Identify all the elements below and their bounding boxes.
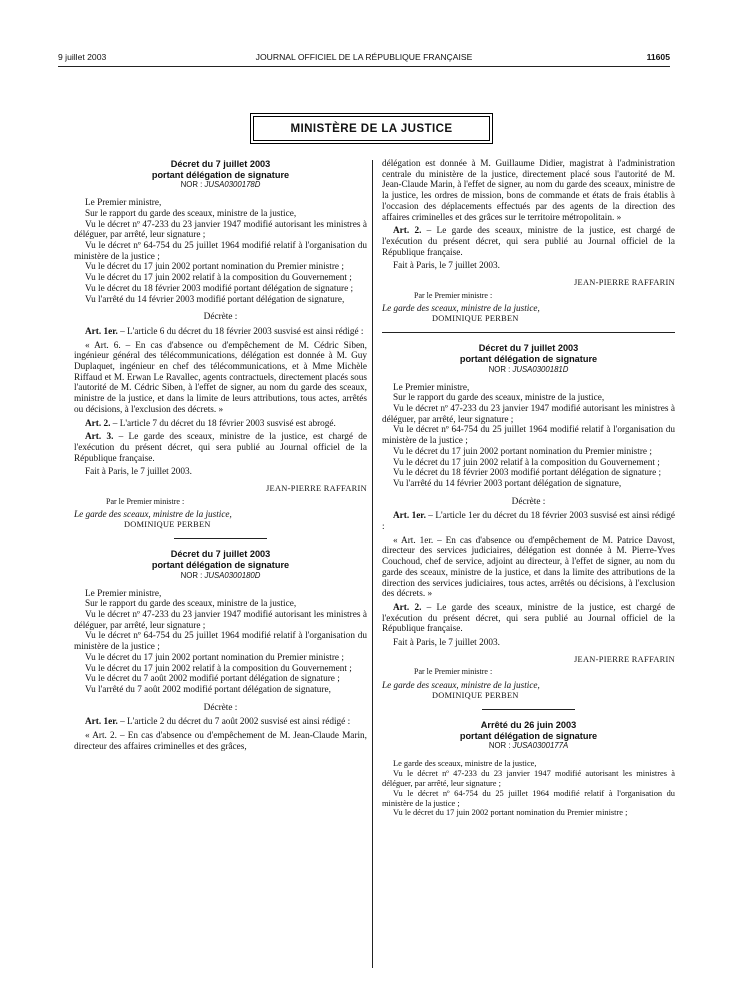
- decree-subtitle: portant délégation de signature: [151, 560, 290, 571]
- arrete-1: [382, 720, 675, 818]
- header-journal-title: JOURNAL OFFICIEL DE LA RÉPUBLIQUE FRANÇAISE: [255, 52, 473, 62]
- section-rule: [382, 332, 675, 333]
- decrete-label: Décrète :: [203, 702, 238, 713]
- paragraph: Vu le décret du 17 juin 2002 relatif à la composition du Gouvernement ;: [85, 663, 352, 674]
- paragraph: Le Premier ministre,: [85, 198, 162, 209]
- page-header: [58, 52, 670, 66]
- paragraph: Le Premier ministre,: [393, 382, 470, 393]
- garde-des-sceaux: Le garde des sceaux, ministre de la justice,: [382, 679, 540, 690]
- nor-reference: NOR : JUSA0300177A: [488, 741, 569, 751]
- ministry-title-box: [253, 116, 490, 141]
- article-2: Art. 2. – L'article 7 du décret du 18 février 2003 susvisé est abrogé.: [85, 418, 336, 429]
- par-le-premier-ministre: Par le Premier ministre :: [106, 496, 185, 506]
- nor-reference: NOR : JUSA0300181D: [488, 364, 569, 374]
- column-separator: [372, 160, 373, 968]
- paragraph: Vu le décret nº 64-754 du 25 juillet 1964 modifié relatif à l'organisation du ministère de la justice ;: [74, 241, 367, 262]
- paragraph: Vu le décret nº 47-233 du 23 janvier 1947 modifié autorisant les ministres à déléguer, par arrêté, leur signature ;: [382, 404, 675, 425]
- garde-des-sceaux: Le garde des sceaux, ministre de la justice,: [382, 303, 540, 314]
- paragraph: Sur le rapport du garde des sceaux, ministre de la justice,: [85, 208, 297, 219]
- perben-signature: DOMINIQUE PERBEN: [432, 690, 519, 700]
- paragraph: Sur le rapport du garde des sceaux, ministre de la justice,: [393, 393, 605, 404]
- article-quote: « Art. 6. – En cas d'absence ou d'empêchement de M. Cédric Siben, ingénieur général des télécommunications, délégation est donnée à M. Guy Duplaquet, ingénieur en chef des télécommunications, et à Mme Michèle Riffaud et M. Erwan Le Ravallec, agents contractuels, directement placés sous l'autorité de M. Cédric Siben, à l'effet de signer, au nom du garde des sceaux, ministre de la justice, et dans la limite de leurs attributions, tous actes, arrêtés ou décisions, à l'exclusion des décrets. »: [74, 340, 367, 415]
- quote-continuation: délégation est donnée à M. Guillaume Didier, magistrat à l'administration centrale du ministère de la justice, directement placé sous l'autorité de M. Jean-Claude Marin, à l'effet de signer, au nom du garde des sceaux, ministre de la justice, les ordres de mission, bons de commande et états de frais établis à l'occasion des déplacements effectués par des agents de la direction des affaires criminelles et des grâces sur le territoire métropolitain. »: [382, 159, 675, 223]
- paragraph: Vu le décret du 17 juin 2002 relatif à la composition du Gouvernement ;: [85, 273, 352, 284]
- paragraph: Vu l'arrêté du 14 février 2003 portant délégation de signature,: [393, 478, 622, 489]
- decrete-label: Décrète :: [511, 496, 546, 507]
- paragraph: Vu le décret du 17 juin 2002 portant nomination du Premier ministre ;: [393, 808, 628, 818]
- article-2: Art. 2. – Le garde des sceaux, ministre de la justice, est chargé de l'exécution du présent décret, qui sera publié au Journal officiel de la République française.: [382, 226, 675, 258]
- decree-title: Décret du 7 juillet 2003: [170, 159, 271, 169]
- paragraph: Vu le décret nº 47-233 du 23 janvier 1947 modifié autorisant les ministres à déléguer, par arrêté, leur signature ;: [74, 610, 367, 631]
- article-1: Art. 1er. – L'article 1er du décret du 18 février 2003 susvisé est ainsi rédigé :: [382, 511, 676, 533]
- section-rule: [174, 538, 267, 539]
- decree-title: Décret du 7 juillet 2003: [170, 549, 271, 560]
- fait-a-paris: Fait à Paris, le 7 juillet 2003.: [393, 638, 500, 649]
- paragraph: Vu le décret du 17 juin 2002 portant nomination du Premier ministre ;: [85, 652, 344, 663]
- nor-reference: NOR : JUSA0300180D: [180, 570, 261, 580]
- signatory: JEAN-PIERRE RAFFARIN: [573, 654, 675, 664]
- perben-signature: DOMINIQUE PERBEN: [432, 313, 519, 323]
- decree-subtitle: portant délégation de signature: [459, 354, 598, 364]
- paragraph: Vu le décret nº 47-233 du 23 janvier 1947 modifié autorisant les ministres à déléguer, par arrêté, leur signature ;: [382, 769, 675, 788]
- paragraph: Vu le décret du 17 juin 2002 portant nomination du Premier ministre ;: [393, 446, 652, 457]
- decree-subtitle: portant délégation de signature: [459, 730, 598, 741]
- fait-a-paris: Fait à Paris, le 7 juillet 2003.: [393, 261, 500, 272]
- par-le-premier-ministre: Par le Premier ministre :: [414, 290, 493, 300]
- perben-signature: DOMINIQUE PERBEN: [124, 519, 211, 529]
- nor-reference: NOR : JUSA0300178D: [180, 180, 261, 190]
- decree-title: Arrêté du 26 juin 2003: [480, 720, 577, 731]
- decree-subtitle: portant délégation de signature: [151, 169, 290, 180]
- signatory: JEAN-PIERRE RAFFARIN: [573, 278, 675, 288]
- signatory: JEAN-PIERRE RAFFARIN: [265, 484, 367, 494]
- article-quote: « Art. 2. – En cas d'absence ou d'empêchement de M. Jean-Claude Marin, directeur des affaires criminelles et des grâces,: [74, 731, 367, 752]
- paragraph: Vu le décret du 17 juin 2002 relatif à la composition du Gouvernement ;: [393, 457, 660, 468]
- decree-title: Décret du 7 juillet 2003: [478, 343, 579, 354]
- article-3: Art. 3. – Le garde des sceaux, ministre de la justice, est chargé de l'exécution du présent décret, qui sera publié au Journal officiel de la République française.: [74, 432, 367, 464]
- paragraph: Vu l'arrêté du 14 février 2003 modifié portant délégation de signature,: [85, 294, 345, 305]
- paragraph: Le Premier ministre,: [85, 588, 162, 599]
- header-date: 9 juillet 2003: [58, 52, 107, 62]
- decrete-label: Décrète :: [203, 312, 238, 323]
- par-le-premier-ministre: Par le Premier ministre :: [414, 667, 493, 677]
- paragraph: Vu le décret du 17 juin 2002 portant nomination du Premier ministre ;: [85, 262, 344, 273]
- paragraph: Vu le décret nº 64-754 du 25 juillet 1964 modifié relatif à l'organisation du ministère de la justice ;: [382, 425, 675, 447]
- decree-2: [74, 549, 367, 752]
- article-quote: « Art. 1er. – En cas d'absence ou d'empêchement de M. Patrice Davost, directeur des services judiciaires, délégation est donnée à M. Pierre-Yves Couchoud, chef de service, adjoint au directeur, à l'effet de signer, au nom du garde des sceaux, ministre de la justice, et dans la limite des attributions de la direction des services judiciaires, tous actes, arrêtés ou décisions, à l'exclusion des décrets. »: [382, 535, 675, 600]
- left-column: [74, 159, 367, 752]
- decree-3: [382, 343, 675, 701]
- paragraph: Sur le rapport du garde des sceaux, ministre de la justice,: [85, 599, 297, 610]
- header-page-number: 11605: [646, 52, 670, 62]
- article-1: Art. 1er. – L'article 2 du décret du 7 août 2002 susvisé est ainsi rédigé :: [85, 717, 351, 728]
- paragraph: Vu le décret nº 47-233 du 23 janvier 1947 modifié autorisant les ministres à déléguer, par arrêté, leur signature ;: [74, 219, 367, 241]
- paragraph: Vu l'arrêté du 7 août 2002 modifié portant délégation de signature,: [85, 684, 331, 695]
- paragraph: Vu le décret du 7 août 2002 modifié portant délégation de signature ;: [85, 674, 340, 685]
- garde-des-sceaux: Le garde des sceaux, ministre de la justice,: [74, 509, 232, 520]
- section-rule: [482, 709, 575, 710]
- paragraph: Le garde des sceaux, ministre de la justice,: [393, 759, 537, 769]
- ministry-title: MINISTÈRE DE LA JUSTICE: [290, 122, 453, 135]
- fait-a-paris: Fait à Paris, le 7 juillet 2003.: [85, 467, 192, 478]
- article-2: Art. 2. – Le garde des sceaux, ministre de la justice, est chargé de l'exécution du présent décret, qui sera publié au Journal officiel de la République française.: [382, 602, 675, 635]
- paragraph: Vu le décret du 18 février 2003 modifié portant délégation de signature ;: [85, 283, 354, 294]
- paragraph: Vu le décret du 18 février 2003 modifié portant délégation de signature ;: [393, 468, 662, 479]
- article-1: Art. 1er. – L'article 6 du décret du 18 février 2003 susvisé est ainsi rédigé :: [85, 326, 364, 337]
- right-column: [382, 159, 675, 818]
- decree-1: [74, 159, 367, 530]
- header-rule: [58, 66, 670, 67]
- paragraph: Vu le décret nº 64-754 du 25 juillet 1964 modifié relatif à l'organisation du ministère de la justice ;: [382, 788, 675, 808]
- paragraph: Vu le décret nº 64-754 du 25 juillet 1964 modifié relatif à l'organisation du ministère de la justice ;: [74, 631, 367, 653]
